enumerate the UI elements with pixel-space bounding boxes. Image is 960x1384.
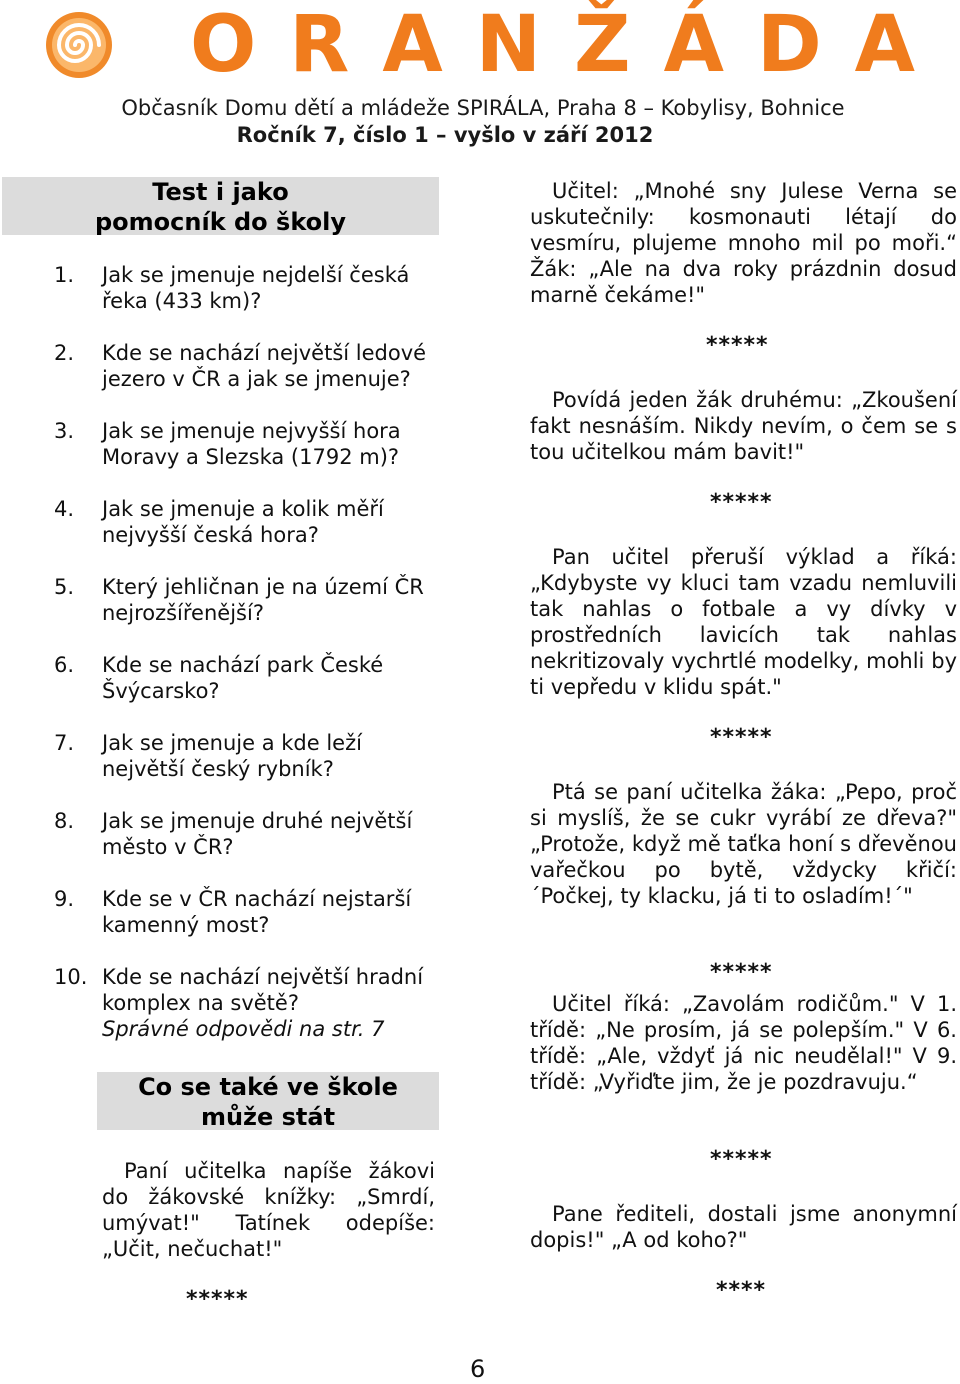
- separator-stars: *****: [710, 490, 773, 515]
- joke-paragraph: Učitel říká: „Zavolám rodičům." V 1. třídě: „Ne prosím, já se polepším." V 6. třídě: „Ale, vždyť já nic neudělal!" V 9. třídě: „Vyřiďte jim, že je pozdravuju.“: [530, 992, 957, 1094]
- separator-stars: *****: [710, 1147, 773, 1172]
- answers-reference: Správné odpovědi na str. 7: [102, 1017, 385, 1041]
- masthead-title: ORANŽÁDA: [190, 0, 949, 90]
- separator-stars: *****: [710, 725, 773, 750]
- orange-spiral-logo-icon: [44, 10, 114, 80]
- joke-paragraph: Učitel: „Mnohé sny Julese Verna se uskutečnily: kosmonauti létají do vesmíru, plujeme mnoho mil po moři.“ Žák: „Ale na dva roky prázdnin dosud marně čekáme!": [530, 179, 957, 307]
- separator-stars: *****: [186, 1287, 249, 1312]
- quiz-title-line1: Test i jako: [152, 178, 289, 206]
- quiz-question: 8. Jak se jmenuje druhé největší město v ČR?: [54, 809, 413, 859]
- joke-paragraph: Pan učitel přeruší výklad a říká: „Kdybyste vy kluci tam vzadu nemluvili tak nahlas o fotbale a vy dívky v prostředních lavicích tak nahlas nekritizovaly vychrtlé modelky, mohli by ti vepředu v klidu spát.": [530, 545, 957, 699]
- school-title-line2: může stát: [200, 1103, 336, 1131]
- quiz-question-list: [54, 262, 444, 1042]
- quiz-question: 3. Jak se jmenuje nejvyšší hora Moravy a Slezska (1792 m)?: [54, 419, 401, 469]
- quiz-question: 2. Kde se nachází největší ledové jezero v ČR a jak se jmenuje?: [54, 341, 427, 391]
- quiz-title-box: [2, 177, 439, 235]
- school-title-box: [97, 1072, 439, 1130]
- separator-stars: *****: [706, 333, 769, 358]
- quiz-question: 4. Jak se jmenuje a kolik měří nejvyšší česká hora?: [54, 497, 384, 547]
- separator-stars: *****: [710, 960, 773, 985]
- quiz-question: 7. Jak se jmenuje a kde leží největší český rybník?: [54, 731, 362, 781]
- quiz-question: 1. Jak se jmenuje nejdelší česká řeka (433 km)?: [54, 263, 410, 313]
- issue-volume: Ročník 7, číslo 1 – vyšlo v září 2012: [236, 123, 654, 147]
- quiz-question: 10. Kde se nachází největší hradní komplex na světě? Správné odpovědi na str. 7: [54, 964, 444, 1042]
- joke-paragraph: Paní učitelka napíše žákovi do žákovské knížky: „Smrdí, umývat!" Tatínek odepíše: „Učit, nečuchat!": [102, 1159, 435, 1261]
- separator-stars: ****: [716, 1278, 767, 1303]
- page-number: 6: [470, 1355, 486, 1383]
- joke-paragraph: Pane řediteli, dostali jsme anonymní dopis!" „A od koho?": [530, 1202, 957, 1252]
- publication-subtitle: Občasník Domu dětí a mládeže SPIRÁLA, Praha 8 – Kobylisy, Bohnice: [121, 96, 845, 120]
- school-title-line1: Co se také ve škole: [138, 1073, 398, 1101]
- quiz-title-line2: pomocník do školy: [94, 208, 346, 236]
- quiz-question: 9. Kde se v ČR nachází nejstarší kamenný most?: [54, 887, 412, 937]
- joke-paragraph: Povídá jeden žák druhému: „Zkoušení fakt nesnáším. Nikdy nevím, o čem se s tou učitelkou mám bavit!": [530, 388, 957, 464]
- quiz-question: 5. Který jehličnan je na území ČR nejrozšířenější?: [54, 575, 424, 625]
- quiz-question: 6. Kde se nachází park České Švýcarsko?: [54, 653, 384, 703]
- joke-paragraph: Ptá se paní učitelka žáka: „Pepo, proč si myslíš, že se cukr vyrábí ze dřeva?" „Protože, když mě taťka honí s dřevěnou vařečkou po bytě, vždycky křičí: ´Počkej, ty klacku, já ti to osladím!´": [530, 780, 957, 908]
